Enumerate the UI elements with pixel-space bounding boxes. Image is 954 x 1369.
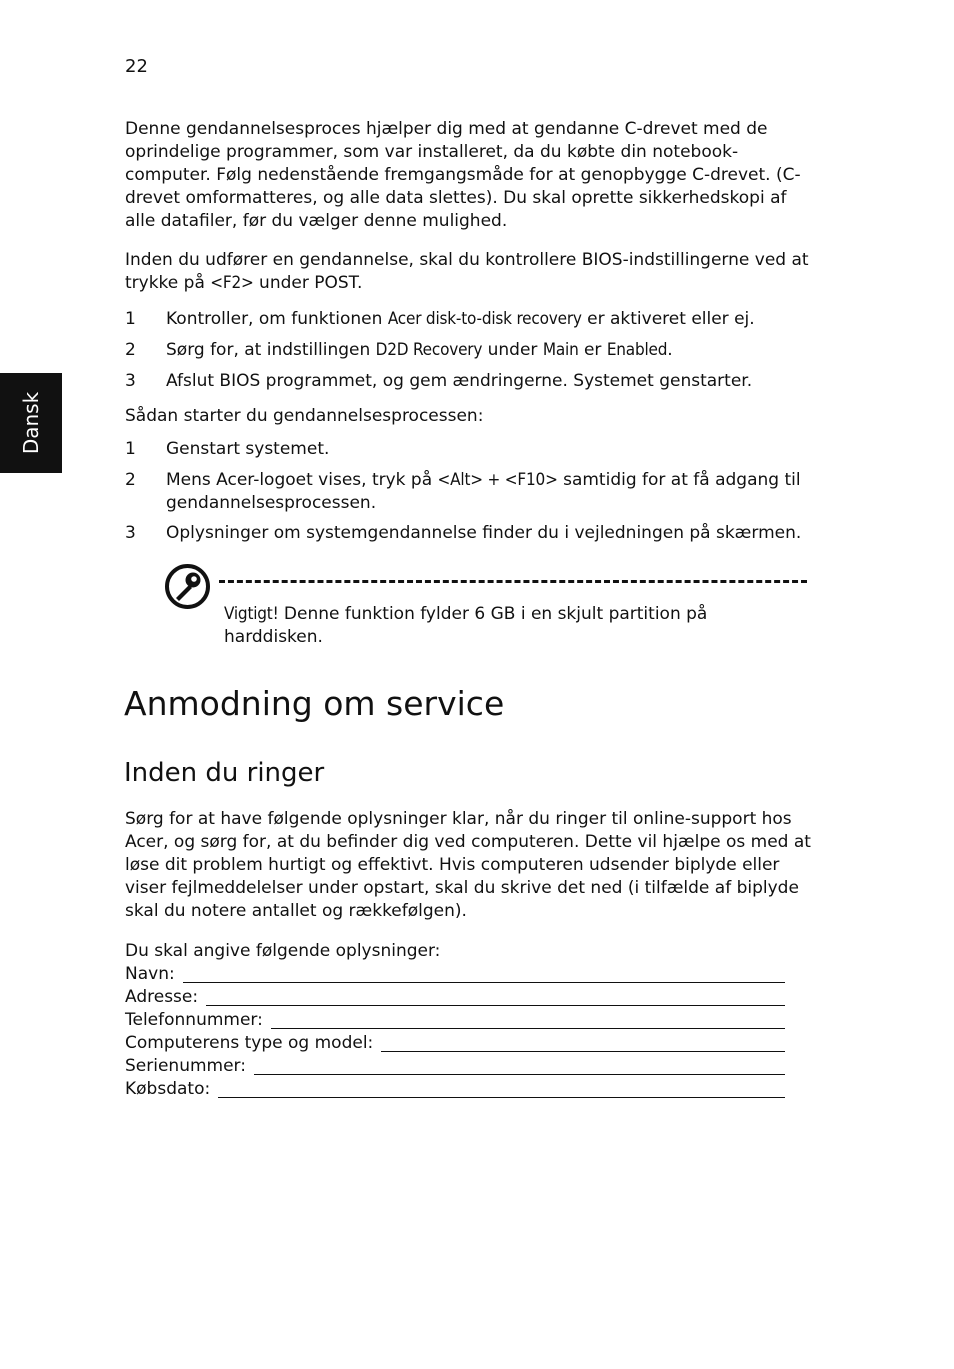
page-number: 22	[125, 56, 148, 77]
form-field-address[interactable]	[125, 986, 785, 1009]
note-divider	[219, 580, 807, 583]
field-label: Telefonnummer:	[125, 1010, 263, 1030]
form-field-serial-number[interactable]	[125, 1055, 785, 1078]
list-number: 2	[125, 340, 136, 360]
form-field-phone[interactable]	[125, 1009, 785, 1032]
list-number: 1	[125, 439, 136, 459]
subsection-heading: Inden du ringer	[124, 758, 325, 788]
field-label: Købsdato:	[125, 1079, 211, 1099]
list-text: Genstart systemet.	[166, 439, 330, 459]
section-heading: Anmodning om service	[124, 684, 505, 723]
list-text: Afslut BIOS programmet, og gem ændringerne. Systemet genstarter.	[166, 371, 753, 391]
field-label: Adresse:	[125, 987, 199, 1007]
start-intro: Sådan starter du gendannelsesprocessen:	[125, 406, 484, 426]
list-number: 3	[125, 523, 136, 543]
form-field-name[interactable]	[125, 963, 785, 986]
list-text: Oplysninger om systemgendannelse finder du i vejledningen på skærmen.	[166, 523, 802, 543]
important-note-icon	[164, 563, 211, 610]
bios-paragraph	[125, 249, 815, 295]
note-label: Vigtigt!	[224, 604, 279, 624]
field-blank-line[interactable]	[218, 1097, 785, 1098]
field-blank-line[interactable]	[206, 1005, 785, 1006]
list-number: 1	[125, 309, 136, 329]
form-intro: Du skal angive følgende oplysninger:	[125, 941, 441, 961]
field-label: Computerens type og model:	[125, 1033, 374, 1053]
note-body: Denne funktion fylder 6 GB i en skjult partition på harddisken.	[224, 604, 708, 647]
form-field-purchase-date[interactable]	[125, 1078, 785, 1101]
bios-text-before: Inden du udfører en gendannelse, skal du kontrollere BIOS-indstillingerne ved at trykke på	[125, 250, 809, 293]
field-label: Navn:	[125, 964, 175, 984]
list-text: Sørg for, at indstillingen D2D Recovery under Main er Enabled.	[166, 340, 673, 360]
service-paragraph: Sørg for at have følgende oplysninger klar, når du ringer til online-support hos Acer, og sørg for, at du befinder dig ved computeren. Dette vil hjælpe os med at løse dit problem hurtigt og effektivt. Hvis computeren udsender biplyde eller viser fejlmeddelelser under opstart, skal du skrive det ned (i tilfælde af biplyde skal du notere antallet og rækkefølgen).	[125, 809, 811, 921]
list-text: Mens Acer-logoet vises, tryk på <Alt> + <F10> samtidig for at få adgang til gendannelsesprocessen.	[166, 470, 801, 513]
intro-paragraph: Denne gendannelsesproces hjælper dig med at gendanne C-drevet med de oprindelige programmer, som var installeret, da du købte din notebook-computer. Følg nedenstående fremgangsmåde for at genopbygge C-drevet. (C-drevet omformatteres, og alle data slettes). Du skal oprette sikkerhedskopi af alle datafiler, før du vælger denne mulighed.	[125, 119, 801, 231]
form-field-computer-model[interactable]	[125, 1032, 785, 1055]
f2-key: <F2>	[210, 273, 254, 293]
field-blank-line[interactable]	[183, 982, 785, 983]
field-label: Serienummer:	[125, 1056, 246, 1076]
note-text	[224, 603, 784, 649]
list-number: 2	[125, 470, 136, 490]
field-blank-line[interactable]	[271, 1028, 785, 1029]
language-tab-label: Dansk	[19, 391, 43, 455]
language-tab	[0, 373, 62, 473]
field-blank-line[interactable]	[381, 1051, 785, 1052]
field-blank-line[interactable]	[254, 1074, 785, 1075]
list-text: Kontroller, om funktionen Acer disk-to-disk recovery er aktiveret eller ej.	[166, 309, 755, 329]
bios-text-after: under POST.	[253, 273, 363, 293]
list-number: 3	[125, 371, 136, 391]
